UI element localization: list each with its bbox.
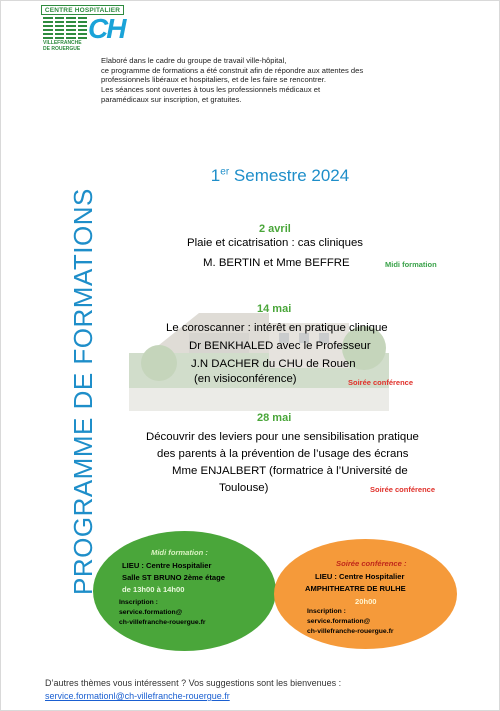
soiree-box-hours: 20h00: [355, 597, 377, 606]
intro-line: paramédicaux sur inscription, et gratuites.: [101, 94, 242, 104]
event-tag: Midi formation: [385, 260, 437, 269]
intro-line: Elaboré dans le cadre du groupe de travail ville-hôpital,: [101, 56, 287, 65]
event-title: des parents à la prévention de l’usage des écrans: [157, 448, 409, 460]
event-speakers: M. BERTIN et Mme BEFFRE: [203, 257, 350, 269]
logo-top-text: CENTRE HOSPITALIER: [41, 5, 124, 15]
intro-line: professionnels libéraux et hospitaliers, et de les faire se rencontrer.: [101, 75, 326, 85]
event-tag: Soirée conférence: [348, 378, 414, 387]
soiree-box-inscription: Inscription :: [307, 608, 346, 615]
midi-box-hours: de 13h00 à 14h00: [122, 585, 185, 594]
footer-email-link[interactable]: service.formationl@ch-villefranche-rouergue.fr: [45, 691, 230, 701]
logo-building-graphic: [43, 17, 87, 39]
event-title: Découvrir des leviers pour une sensibilisation pratique: [146, 431, 419, 443]
logo-subtitle: [43, 40, 82, 52]
midi-box-title: Midi formation :: [151, 548, 208, 557]
soiree-box-title: Soirée conférence :: [336, 559, 407, 568]
soiree-box-email: ch-villefranche-rouergue.fr: [307, 628, 394, 635]
intro-line: ce programme de formations a été construit afin de répondre aux attentes des: [101, 65, 364, 75]
event-date: 2 avril: [259, 223, 291, 235]
soiree-box-salle: AMPHITHEATRE DE RULHE: [305, 584, 406, 593]
event-date: 28 mai: [257, 412, 292, 424]
semester-heading: [1, 166, 500, 186]
semester-text: Semestre 2024: [229, 166, 350, 185]
soiree-box-email: service.formation@: [307, 618, 371, 625]
event-tag: Soirée conférence: [370, 485, 436, 494]
vertical-title: PROGRAMME DE FORMATIONS: [68, 188, 98, 595]
semester-sup: er: [220, 166, 230, 178]
event-speakers: J.N DACHER du CHU de Rouen: [191, 358, 356, 370]
intro-line: Les séances sont ouvertes à tous les professionnels médicaux et: [101, 85, 321, 95]
semester-ordinal: 1: [210, 166, 221, 185]
midi-box-salle: Salle ST BRUNO 2ème étage: [122, 573, 225, 582]
footer-question: D’autres thèmes vous intéressent ? Vos suggestions sont les bienvenues :: [45, 678, 342, 688]
event-title: Le coroscanner : intérêt en pratique clinique: [166, 322, 388, 334]
soiree-box-lieu: LIEU : Centre Hospitalier: [315, 572, 405, 581]
midi-box-inscription: Inscription :: [119, 599, 158, 606]
logo-sub-line: VILLEFRANCHE: [43, 40, 82, 46]
midi-box-email: service.formation@: [119, 609, 183, 616]
event-date: 14 mai: [257, 303, 292, 315]
event-speakers: Toulouse): [219, 482, 269, 494]
logo-sub-line: DE ROUERGUE: [43, 46, 81, 52]
event-note: (en visioconférence): [194, 373, 297, 385]
hospital-logo: [41, 5, 124, 51]
event-speakers: Mme ENJALBERT (formatrice à l’Université de: [172, 465, 408, 477]
event-speakers: Dr BENKHALED avec le Professeur: [189, 340, 371, 352]
event-title: Plaie et cicatrisation : cas cliniques: [187, 237, 364, 249]
midi-box-lieu: LIEU : Centre Hospitalier: [122, 561, 212, 570]
midi-box-email: ch-villefranche-rouergue.fr: [119, 619, 206, 626]
logo-monogram: CH: [88, 13, 125, 44]
intro-paragraph: [101, 56, 431, 105]
